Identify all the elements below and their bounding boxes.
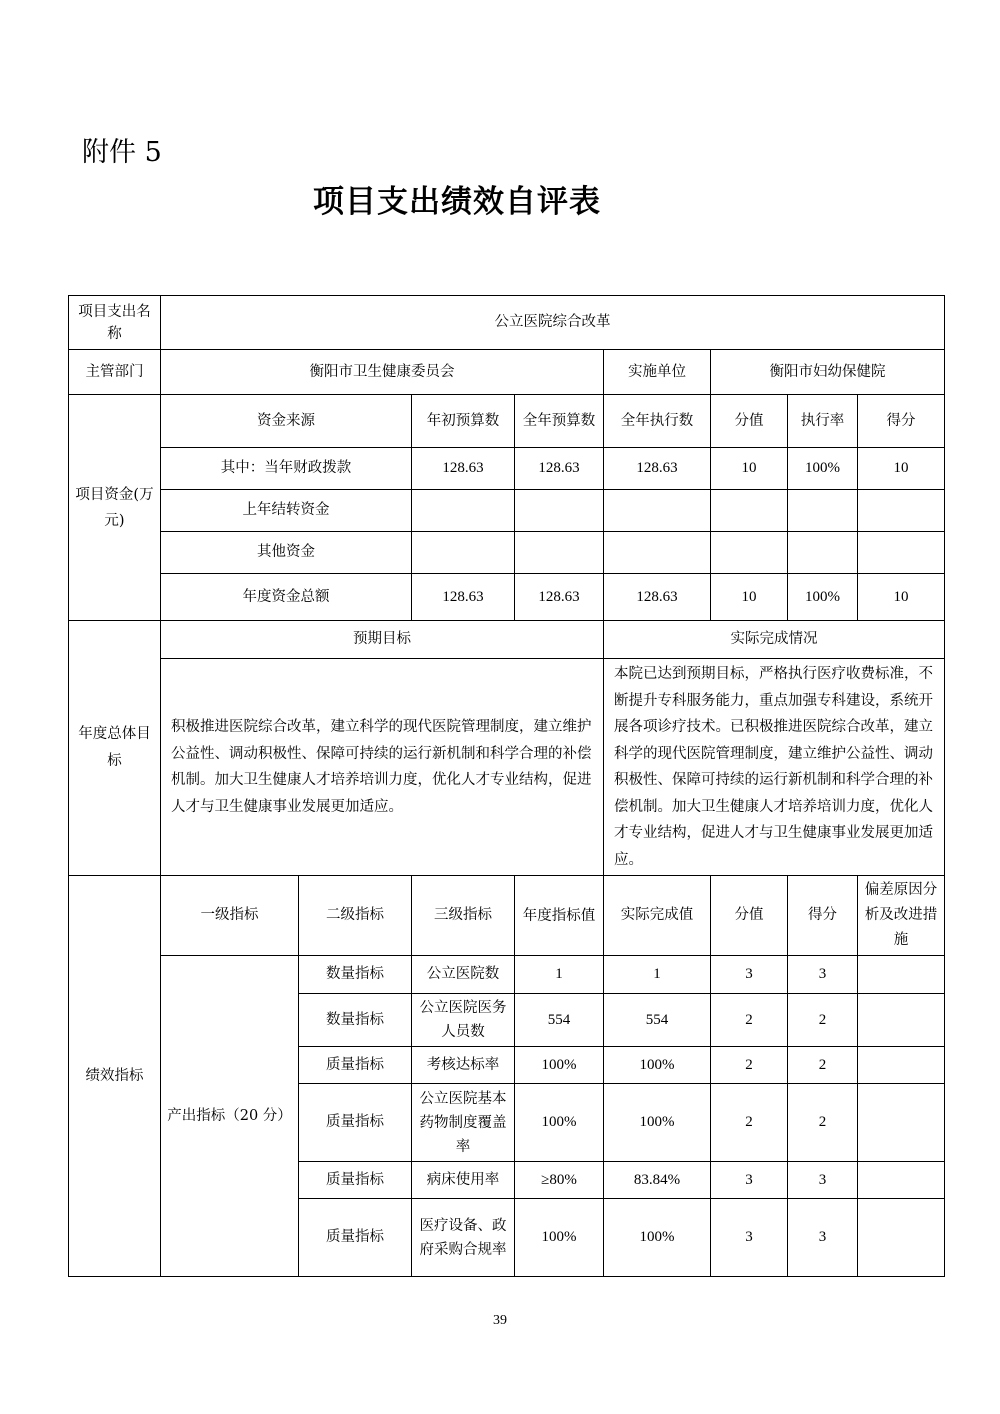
funds-header-score-value: 分值	[711, 395, 788, 448]
funds-cell: 128.63	[515, 448, 604, 490]
perf-cell-deviation	[858, 1199, 945, 1277]
page-number: 39	[493, 1313, 507, 1328]
perf-cell-deviation	[858, 1084, 945, 1162]
perf-cell-score: 2	[788, 1084, 858, 1162]
funds-header-source: 资金来源	[161, 395, 412, 448]
perf-cell-level3: 公立医院数	[412, 956, 515, 994]
funds-header-row	[69, 395, 945, 448]
unit-value: 衡阳市妇幼保健院	[711, 350, 945, 395]
perf-cell-score: 3	[788, 1162, 858, 1199]
funds-cell-source: 上年结转资金	[161, 490, 412, 532]
attachment-label: 附件 5	[82, 137, 162, 168]
funds-cell	[515, 532, 604, 574]
page-title	[0, 176, 920, 221]
perf-cell-level2: 质量指标	[299, 1047, 412, 1084]
funds-row	[69, 532, 945, 574]
goals-content-row	[69, 659, 945, 876]
perf-cell-target: 100%	[515, 1084, 604, 1162]
perf-cell-score: 3	[788, 956, 858, 994]
perf-cell-level2: 数量指标	[299, 994, 412, 1047]
perf-cell-actual: 1	[604, 956, 711, 994]
perf-cell-target: 100%	[515, 1199, 604, 1277]
perf-cell-actual: 100%	[604, 1084, 711, 1162]
perf-cell-target: ≥80%	[515, 1162, 604, 1199]
funds-cell-source: 年度资金总额	[161, 574, 412, 621]
funds-cell	[858, 490, 945, 532]
funds-cell	[515, 490, 604, 532]
funds-cell: 10	[858, 448, 945, 490]
perf-header-level2: 二级指标	[299, 876, 412, 956]
perf-level1-cell: 产出指标（20 分）	[161, 956, 299, 1277]
perf-cell-level3: 病床使用率	[412, 1162, 515, 1199]
funds-cell	[604, 490, 711, 532]
perf-row	[69, 956, 945, 994]
perf-cell-level3: 医疗设备、政府采购合规率	[412, 1199, 515, 1277]
funds-header-score: 得分	[858, 395, 945, 448]
dept-value: 衡阳市卫生健康委员会	[161, 350, 604, 395]
funds-cell	[604, 532, 711, 574]
dept-label: 主管部门	[69, 350, 161, 395]
perf-cell-score-value: 2	[711, 1047, 788, 1084]
funds-cell: 100%	[788, 448, 858, 490]
perf-cell-level3: 公立医院基本药物制度覆盖率	[412, 1084, 515, 1162]
funds-cell: 128.63	[604, 574, 711, 621]
funds-section-label: 项目资金(万元)	[69, 395, 161, 621]
funds-cell: 10	[711, 574, 788, 621]
project-name-label: 项目支出名称	[69, 296, 161, 350]
goals-actual-text: 本院已达到预期目标，严格执行医疗收费标准，不断提升专科服务能力，重点加强专科建设，系统开展各项诊疗技术。已积极推进医院综合改革，建立科学的现代医院管理制度，建立维护公益性、调动积极性、保障可持续的运行新机制和科学合理的补偿机制。加大卫生健康人才培养培训力度，优化人才专业结构，促进人才与卫生健康事业发展更加适应。	[604, 659, 945, 876]
perf-cell-score-value: 2	[711, 994, 788, 1047]
perf-cell-actual: 100%	[604, 1047, 711, 1084]
funds-cell: 128.63	[515, 574, 604, 621]
perf-cell-deviation	[858, 994, 945, 1047]
perf-cell-deviation	[858, 1047, 945, 1084]
funds-cell-source: 其中：当年财政拨款	[161, 448, 412, 490]
perf-header-score: 得分	[788, 876, 858, 956]
funds-cell: 100%	[788, 574, 858, 621]
perf-header-deviation: 偏差原因分析及改进措施	[858, 876, 945, 956]
goals-header-row	[69, 621, 945, 659]
page-title-text: 项目支出绩效自评表	[313, 184, 601, 220]
funds-cell	[412, 532, 515, 574]
funds-cell	[412, 490, 515, 532]
perf-header-level3: 三级指标	[412, 876, 515, 956]
funds-cell: 128.63	[412, 574, 515, 621]
perf-cell-target: 100%	[515, 1047, 604, 1084]
perf-cell-score-value: 3	[711, 956, 788, 994]
perf-cell-actual: 83.84%	[604, 1162, 711, 1199]
perf-cell-actual: 100%	[604, 1199, 711, 1277]
perf-cell-score-value: 2	[711, 1084, 788, 1162]
funds-cell	[788, 490, 858, 532]
project-name-row	[69, 296, 945, 350]
perf-cell-actual: 554	[604, 994, 711, 1047]
funds-cell	[711, 532, 788, 574]
perf-header-level1: 一级指标	[161, 876, 299, 956]
project-name-value: 公立医院综合改革	[161, 296, 945, 350]
perf-cell-target: 1	[515, 956, 604, 994]
perf-header-score-value: 分值	[711, 876, 788, 956]
goals-expected-text: 积极推进医院综合改革，建立科学的现代医院管理制度，建立维护公益性、调动积极性、保障可持续的运行新机制和科学合理的补偿机制。加大卫生健康人才培养培训力度，优化人才专业结构，促进人才与卫生健康事业发展更加适应。	[161, 659, 604, 876]
funds-cell: 128.63	[412, 448, 515, 490]
unit-label: 实施单位	[604, 350, 711, 395]
self-evaluation-table	[68, 295, 945, 1277]
perf-cell-score-value: 3	[711, 1199, 788, 1277]
perf-cell-level2: 质量指标	[299, 1199, 412, 1277]
perf-cell-level2: 数量指标	[299, 956, 412, 994]
funds-row	[69, 574, 945, 621]
perf-cell-score: 2	[788, 994, 858, 1047]
perf-cell-deviation	[858, 956, 945, 994]
funds-cell: 10	[711, 448, 788, 490]
funds-cell	[788, 532, 858, 574]
perf-cell-level2: 质量指标	[299, 1162, 412, 1199]
funds-header-annual-budget: 全年预算数	[515, 395, 604, 448]
dept-row	[69, 350, 945, 395]
goals-section-label: 年度总体目标	[69, 621, 161, 876]
perf-cell-score: 3	[788, 1199, 858, 1277]
perf-header-target: 年度指标值	[515, 876, 604, 956]
funds-cell	[858, 532, 945, 574]
perf-cell-deviation	[858, 1162, 945, 1199]
funds-header-exec-rate: 执行率	[788, 395, 858, 448]
perf-cell-target: 554	[515, 994, 604, 1047]
perf-cell-level2: 质量指标	[299, 1084, 412, 1162]
funds-cell	[711, 490, 788, 532]
perf-header-row	[69, 876, 945, 956]
perf-cell-score-value: 3	[711, 1162, 788, 1199]
funds-row	[69, 448, 945, 490]
funds-row	[69, 490, 945, 532]
goals-actual-header: 实际完成情况	[604, 621, 945, 659]
funds-cell-source: 其他资金	[161, 532, 412, 574]
perf-header-actual: 实际完成值	[604, 876, 711, 956]
funds-cell: 128.63	[604, 448, 711, 490]
perf-cell-score: 2	[788, 1047, 858, 1084]
perf-cell-level3: 考核达标率	[412, 1047, 515, 1084]
funds-cell: 10	[858, 574, 945, 621]
funds-header-initial-budget: 年初预算数	[412, 395, 515, 448]
goals-expected-header: 预期目标	[161, 621, 604, 659]
funds-header-executed: 全年执行数	[604, 395, 711, 448]
perf-section-label: 绩效指标	[69, 876, 161, 1277]
perf-cell-level3: 公立医院医务人员数	[412, 994, 515, 1047]
